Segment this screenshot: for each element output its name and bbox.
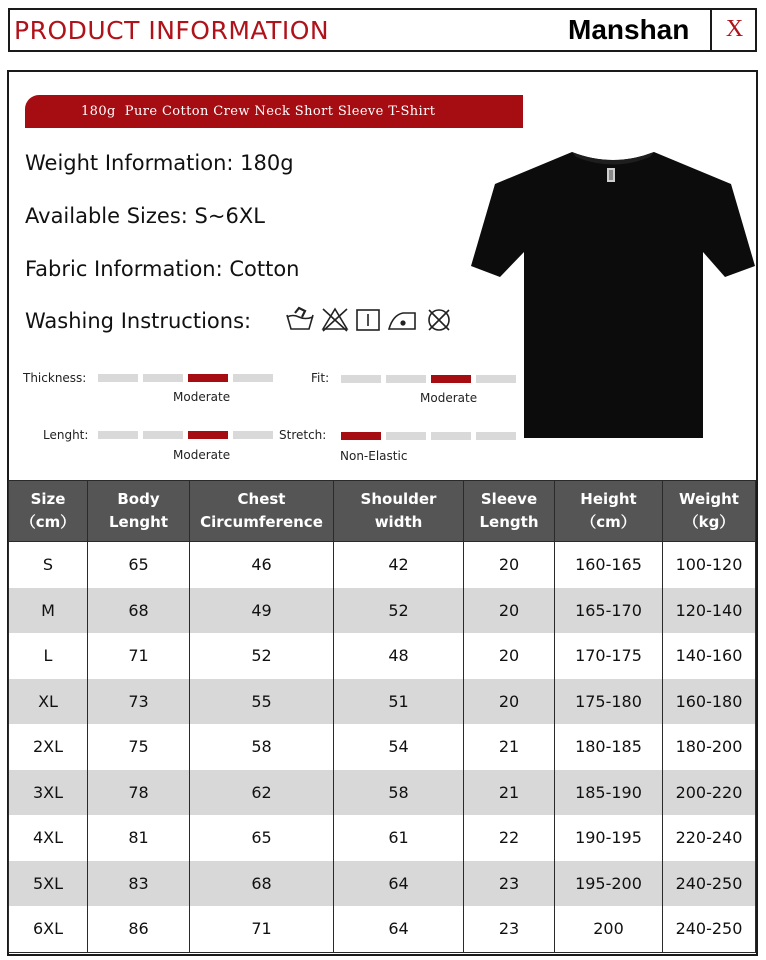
table-row	[9, 679, 756, 725]
length-label: Lenght:	[43, 428, 89, 442]
size-chart-table	[8, 480, 756, 953]
table-cell: 20	[464, 633, 555, 679]
header-body-length: Body Lenght	[88, 481, 190, 542]
sizes-info: Available Sizes: S~6XL	[25, 204, 265, 228]
table-cell: 78	[88, 770, 190, 816]
table-cell: 52	[190, 633, 334, 679]
table-cell: 52	[334, 588, 464, 634]
table-cell: 58	[334, 770, 464, 816]
no-dry-clean-icon	[429, 310, 449, 330]
thickness-bar-3	[188, 374, 228, 382]
table-cell: 23	[464, 906, 555, 952]
table-cell: 51	[334, 679, 464, 725]
header-chest: Chest Circumference	[190, 481, 334, 542]
table-cell: 160-180	[663, 679, 756, 725]
table-cell: 65	[88, 542, 190, 588]
table-cell: 68	[190, 861, 334, 907]
fit-value: Moderate	[420, 391, 478, 405]
close-icon: X	[725, 16, 744, 42]
table-cell: 46	[190, 542, 334, 588]
fabric-info: Fabric Information: Cotton	[25, 257, 300, 281]
table-row	[9, 542, 756, 588]
thickness-bar-4	[233, 374, 273, 382]
table-cell: 4XL	[9, 815, 88, 861]
table-row	[9, 588, 756, 634]
table-cell: 190-195	[555, 815, 663, 861]
table-row	[9, 815, 756, 861]
stretch-bar-3	[431, 432, 471, 440]
weight-info: Weight Information: 180g	[25, 151, 294, 175]
fit-bar-3	[431, 375, 471, 383]
stretch-label: Stretch:	[279, 428, 327, 442]
fit-bar-1	[341, 375, 381, 383]
table-cell: XL	[9, 679, 88, 725]
table-cell: 200	[555, 906, 663, 952]
table-cell: 83	[88, 861, 190, 907]
brand-name: Manshan	[568, 14, 690, 45]
thickness-bar-2	[143, 374, 183, 382]
table-cell: 175-180	[555, 679, 663, 725]
table-row	[9, 906, 756, 952]
table-cell: 185-190	[555, 770, 663, 816]
table-cell: 120-140	[663, 588, 756, 634]
header-size: Size （cm）	[9, 481, 88, 542]
table-cell: 65	[190, 815, 334, 861]
table-cell: 165-170	[555, 588, 663, 634]
table-cell: 21	[464, 724, 555, 770]
table-cell: 58	[190, 724, 334, 770]
close-button[interactable]	[710, 10, 757, 50]
table-header-row	[9, 481, 756, 542]
thickness-label: Thickness:	[23, 371, 87, 385]
table-cell: 100-120	[663, 542, 756, 588]
t-shirt-image	[469, 150, 757, 445]
header-sleeve: Sleeve Length	[464, 481, 555, 542]
page-title: PRODUCT INFORMATION	[14, 16, 330, 45]
table-cell: 240-250	[663, 906, 756, 952]
thickness-value: Moderate	[173, 390, 231, 404]
table-cell: 64	[334, 861, 464, 907]
table-cell: 20	[464, 679, 555, 725]
table-cell: 75	[88, 724, 190, 770]
length-bar-1	[98, 431, 138, 439]
table-cell: 64	[334, 906, 464, 952]
fit-bar-2	[386, 375, 426, 383]
table-cell: 61	[334, 815, 464, 861]
fit-label: Fit:	[311, 371, 330, 385]
thickness-bar-1	[98, 374, 138, 382]
table-cell: S	[9, 542, 88, 588]
hand-wash-icon	[287, 308, 313, 329]
table-cell: 71	[190, 906, 334, 952]
table-cell: 81	[88, 815, 190, 861]
no-bleach-icon	[323, 309, 347, 331]
table-cell: 5XL	[9, 861, 88, 907]
product-banner	[25, 95, 523, 128]
header-bar	[8, 8, 757, 52]
washing-icons	[285, 305, 455, 335]
table-cell: 55	[190, 679, 334, 725]
length-bar-2	[143, 431, 183, 439]
length-bar-4	[233, 431, 273, 439]
line-dry-icon	[357, 310, 379, 330]
table-cell: 71	[88, 633, 190, 679]
table-cell: 48	[334, 633, 464, 679]
table-cell: 54	[334, 724, 464, 770]
table-cell: 160-165	[555, 542, 663, 588]
table-cell: 2XL	[9, 724, 88, 770]
header-weight: Weight （kg）	[663, 481, 756, 542]
table-cell: 195-200	[555, 861, 663, 907]
table-cell: 140-160	[663, 633, 756, 679]
table-row	[9, 633, 756, 679]
length-value: Moderate	[173, 448, 231, 462]
product-banner-text: 180g Pure Cotton Crew Neck Short Sleeve T-Shirt	[81, 104, 436, 119]
table-cell: 240-250	[663, 861, 756, 907]
table-cell: M	[9, 588, 88, 634]
table-cell: 20	[464, 542, 555, 588]
table-cell: 3XL	[9, 770, 88, 816]
stretch-bar-1	[341, 432, 381, 440]
table-cell: 6XL	[9, 906, 88, 952]
table-cell: 180-185	[555, 724, 663, 770]
table-cell: 22	[464, 815, 555, 861]
table-cell: 68	[88, 588, 190, 634]
table-cell: 170-175	[555, 633, 663, 679]
length-bar-3	[188, 431, 228, 439]
washing-info: Washing Instructions:	[25, 309, 252, 333]
table-cell: 42	[334, 542, 464, 588]
header-shoulder: Shoulder width	[334, 481, 464, 542]
table-cell: L	[9, 633, 88, 679]
table-cell: 20	[464, 588, 555, 634]
header-height: Height （cm）	[555, 481, 663, 542]
low-iron-icon	[389, 313, 415, 329]
table-cell: 86	[88, 906, 190, 952]
table-cell: 21	[464, 770, 555, 816]
table-cell: 62	[190, 770, 334, 816]
table-cell: 180-200	[663, 724, 756, 770]
table-cell: 23	[464, 861, 555, 907]
table-cell: 200-220	[663, 770, 756, 816]
table-row	[9, 861, 756, 907]
table-cell: 73	[88, 679, 190, 725]
stretch-value: Non-Elastic	[340, 449, 408, 463]
table-cell: 49	[190, 588, 334, 634]
table-cell: 220-240	[663, 815, 756, 861]
table-row	[9, 770, 756, 816]
table-row	[9, 724, 756, 770]
stretch-bar-2	[386, 432, 426, 440]
